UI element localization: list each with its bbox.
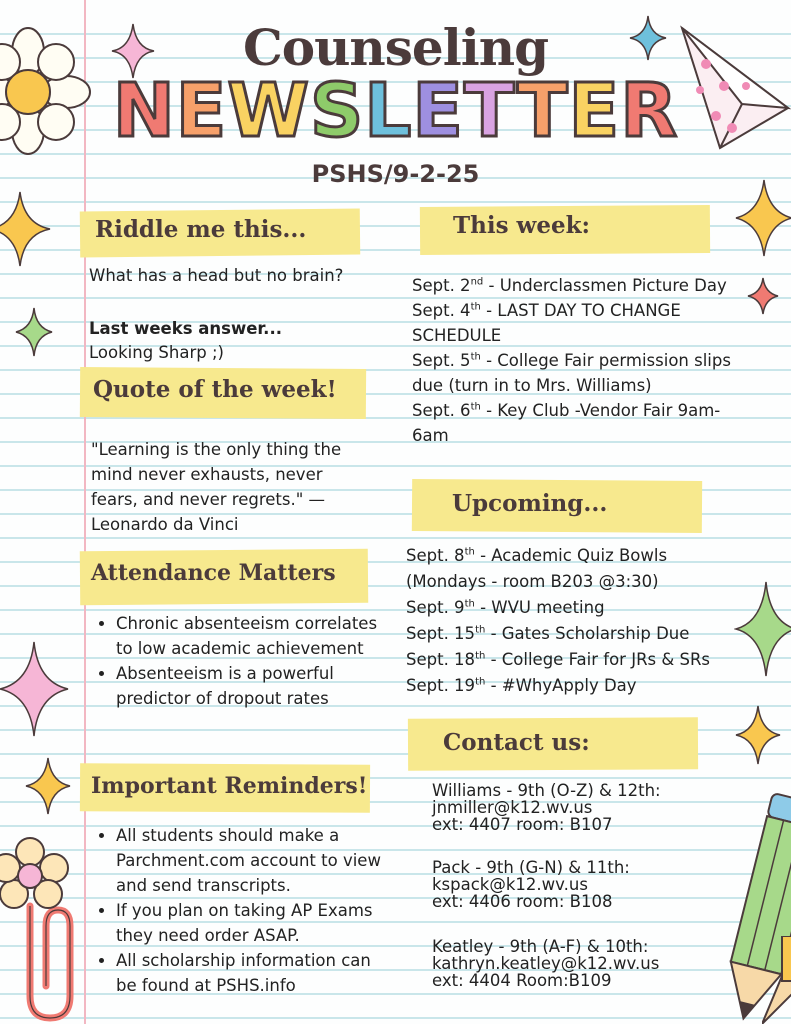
green-sparkle-right-icon	[734, 580, 791, 678]
contact-keatley	[432, 938, 732, 989]
contact-ext: ext: 4404 Room:B109	[432, 971, 612, 990]
contact-email[interactable]: jnmiller@k12.wv.us	[432, 798, 593, 817]
event-item: Sept. 4th - LAST DAY TO CHANGE SCHEDULE	[412, 301, 681, 345]
this-week-list	[412, 273, 732, 448]
event-item: Sept. 5th - College Fair permission slips due (turn in to Mrs. Williams)	[412, 351, 731, 395]
reminders-list	[92, 823, 396, 998]
title-letter: E	[412, 68, 464, 154]
title-letter: E	[175, 68, 228, 154]
attendance-heading: Attendance Matters	[91, 560, 336, 586]
second-pencil-icon	[762, 936, 791, 1024]
event-text: - LAST DAY TO CHANGE SCHEDULE	[412, 301, 681, 345]
event-date: Sept. 8	[406, 546, 465, 565]
event-item: Sept. 8th - Academic Quiz Bowls (Mondays - room B203 @3:30)	[406, 546, 668, 591]
contact-heading: Contact us:	[443, 729, 590, 756]
event-date: Sept. 15	[406, 624, 476, 643]
contact-role: Keatley - 9th (A-F) & 10th:	[432, 937, 649, 956]
paperclip-flower-icon	[0, 836, 92, 1024]
green-sparkle-icon	[14, 306, 54, 358]
event-text: - College Fair for JRs & SRs	[485, 650, 711, 669]
title-counseling: Counseling	[242, 18, 549, 77]
yellow-sparkle-icon	[24, 756, 72, 816]
event-item: Sept. 9th - WVU meeting	[406, 598, 605, 617]
event-date: Sept. 4	[412, 301, 471, 320]
event-date: Sept. 18	[406, 650, 476, 669]
riddle-heading: Riddle me this...	[95, 216, 307, 243]
this-week-heading: This week:	[453, 212, 591, 239]
event-text: - Key Club -Vendor Fair 9am-6am	[412, 401, 721, 445]
attendance-item: • Chronic absenteeism correlates to low academic achievement	[116, 611, 388, 661]
last-week-answer: Looking Sharp ;)	[89, 343, 224, 362]
event-item: Sept. 18th - College Fair for JRs & SRs	[406, 650, 711, 669]
orange-sparkle-icon	[0, 190, 52, 268]
contact-email[interactable]: kathryn.keatley@k12.wv.us	[432, 954, 660, 973]
event-item: Sept. 19th - #WhyApply Day	[406, 676, 637, 695]
title-letter: E	[568, 68, 621, 154]
upcoming-heading: Upcoming...	[452, 490, 608, 517]
title-letter: W	[227, 68, 310, 154]
title-letter: N	[112, 68, 176, 154]
contact-role: Williams - 9th (O-Z) & 12th:	[432, 781, 661, 800]
event-text: - #WhyApply Day	[485, 676, 637, 695]
contact-ext: ext: 4406 room: B108	[432, 892, 613, 911]
event-date: Sept. 5	[412, 351, 471, 370]
contact-email[interactable]: kspack@k12.wv.us	[432, 875, 588, 894]
event-item: Sept. 2nd - Underclassmen Picture Day	[412, 276, 727, 295]
contact-ext: ext: 4407 room: B107	[432, 815, 613, 834]
title-letter: T	[463, 68, 518, 154]
event-date: Sept. 19	[406, 676, 476, 695]
yellow-sparkle-right-icon	[734, 704, 782, 766]
reminder-item: • All students should make a Parchment.com account to view and send transcripts.	[116, 823, 396, 898]
event-text: - WVU meeting	[474, 598, 605, 617]
orange-sparkle-right-icon	[734, 178, 791, 258]
upcoming-list	[406, 543, 738, 699]
title-letter: R	[620, 68, 679, 154]
contact-williams	[432, 782, 732, 833]
event-item: Sept. 15th - Gates Scholarship Due	[406, 624, 690, 643]
event-text: - Academic Quiz Bowls (Mondays - room B203 @3:30)	[406, 546, 668, 591]
reminders-heading: Important Reminders!	[91, 773, 368, 799]
reminder-item: • If you plan on taking AP Exams they need order ASAP.	[116, 898, 396, 948]
quote-text: "Learning is the only thing the mind never exhausts, never fears, and never regrets." — Leonardo da Vinci	[91, 440, 342, 534]
attendance-item: • Absenteeism is a powerful predictor of dropout rates	[116, 661, 388, 711]
quote-heading: Quote of the week!	[93, 376, 337, 403]
title-letter: T	[517, 68, 569, 154]
event-text: - Gates Scholarship Due	[485, 624, 690, 643]
event-item: Sept. 6th - Key Club -Vendor Fair 9am-6am	[412, 401, 721, 445]
last-week-label: Last weeks answer...	[89, 319, 282, 338]
riddle-question: What has a head but no brain?	[89, 266, 344, 285]
pink-sparkle-large-icon	[0, 640, 70, 738]
event-text: - College Fair permission slips due (turn in to Mrs. Williams)	[412, 351, 731, 395]
contact-role: Pack - 9th (G-N) & 11th:	[432, 858, 630, 877]
reminder-item: • All scholarship information can be found at PSHS.info	[116, 948, 396, 998]
title-newsletter	[0, 68, 791, 154]
title-letter: L	[364, 68, 413, 154]
red-sparkle-icon	[746, 276, 780, 316]
attendance-list	[92, 611, 388, 711]
title-letter: S	[309, 68, 365, 154]
event-date: Sept. 6	[412, 401, 471, 420]
contact-pack	[432, 859, 732, 910]
issue-date: PSHS/9-2-25	[311, 160, 480, 188]
event-date: Sept. 9	[406, 598, 465, 617]
event-text: - Underclassmen Picture Day	[483, 276, 727, 295]
event-date: Sept. 2	[412, 276, 471, 295]
